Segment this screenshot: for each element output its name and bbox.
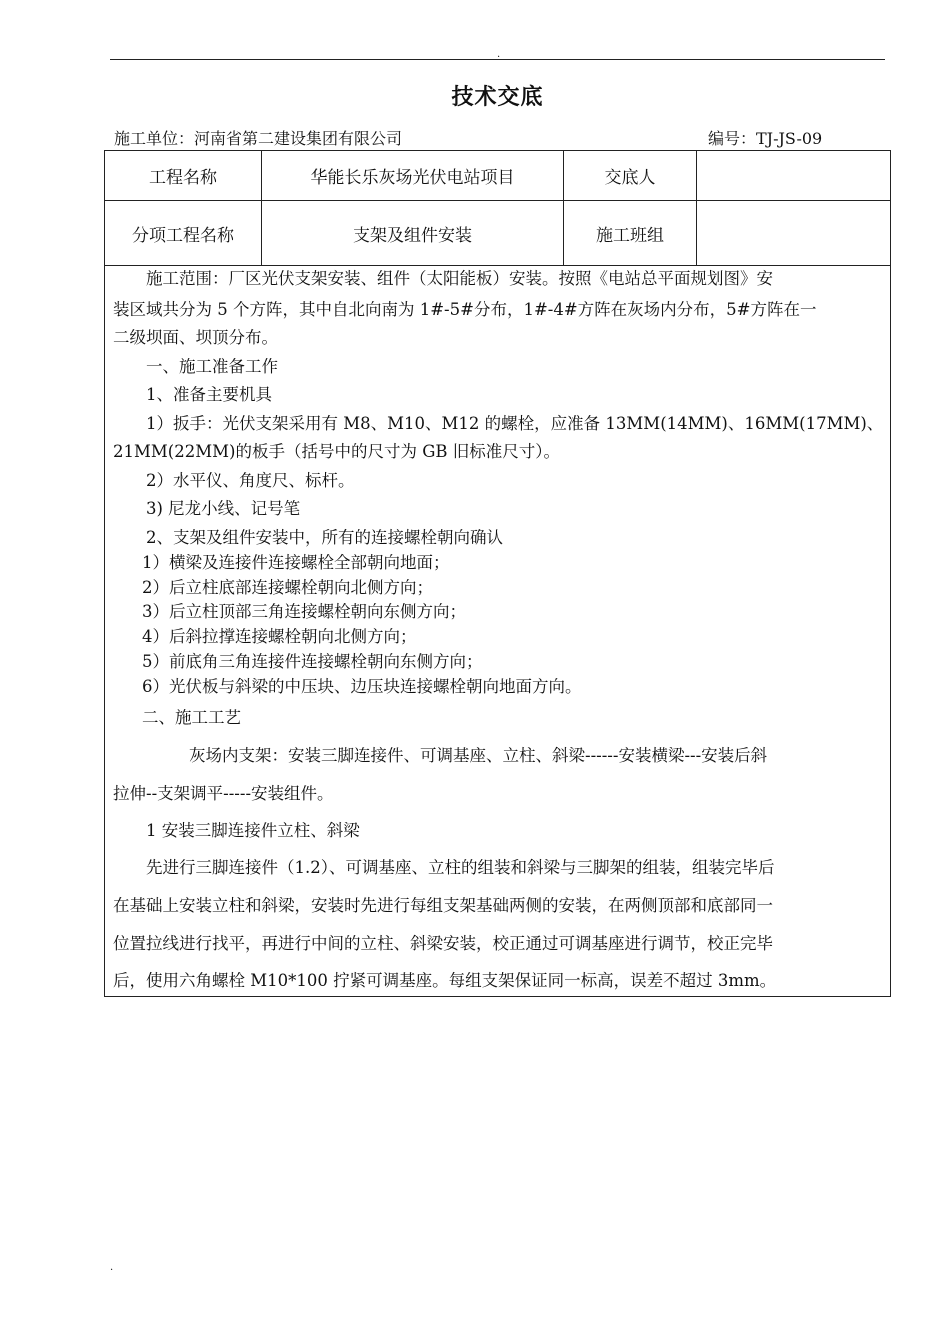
body-line: 装区域共分为 5 个方阵，其中自北向南为 1#-5#分布，1#-4#方阵在灰场内分布，5#方阵在一 [113,300,817,319]
body-line: 灰场内支架：安装三脚连接件、可调基座、立柱、斜梁------安装横梁---安装后斜 [189,746,768,765]
body-line: 一、施工准备工作 [146,357,278,376]
work-team-label: 施工班组 [564,201,697,265]
body-line: 4）后斜拉撑连接螺栓朝向北侧方向； [142,627,417,646]
project-name-label: 工程名称 [105,151,262,200]
body-line: 3) 尼龙小线、记号笔 [146,499,301,518]
header-rule [110,59,885,60]
body-line: 二级坝面、坝顶分布。 [113,328,278,347]
body-line: 二、施工工艺 [142,708,241,727]
discloser-label: 交底人 [564,151,697,200]
body-line: 位置拉线进行找平，再进行中间的立柱、斜梁安装，校正通过可调基座进行调节，校正完毕 [113,934,773,953]
table-row [105,201,890,266]
body-line: 2、支架及组件安装中，所有的连接螺栓朝向确认 [146,528,503,547]
body-line: 后，使用六角螺栓 M10*100 拧紧可调基座。每组支架保证同一标高，误差不超过 3mm。 [113,971,777,990]
body-line: 在基础上安装立柱和斜梁，安装时先进行每组支架基础两侧的安装，在两侧顶部和底部同一 [113,896,773,915]
body-line: 1）横梁及连接件连接螺栓全部朝向地面； [142,553,450,572]
sub-project-label: 分项工程名称 [105,201,262,265]
document-number: 编号：TJ-JS-09 [708,129,823,148]
body-line: 2）后立柱底部连接螺栓朝向北侧方向； [142,578,433,597]
construction-unit: 施工单位：河南省第二建设集团有限公司 [114,129,403,148]
body-line: 2）水平仪、角度尺、标杆。 [146,471,355,490]
body-line: 先进行三脚连接件（1.2）、可调基座、立柱的组装和斜梁与三脚架的组装，组装完毕后 [146,858,775,877]
project-name-value: 华能长乐灰场光伏电站项目 [262,151,564,200]
body-line: 施工范围：厂区光伏支架安装、组件（太阳能板）安装。按照《电站总平面规划图》安 [146,269,773,288]
work-team-value [697,201,890,265]
body-line: 5）前底角三角连接件连接螺栓朝向东侧方向； [142,652,483,671]
body-line: 6）光伏板与斜梁的中压块、边压块连接螺栓朝向地面方向。 [142,677,582,696]
discloser-value [697,151,890,200]
body-line: 1 安装三脚连接件立柱、斜梁 [146,821,360,840]
footer-dot: . [110,1262,114,1273]
header-dot: . [497,49,501,60]
body-line: 1、准备主要机具 [146,385,272,404]
document-title: 技术交底 [451,85,544,110]
body-line: 21MM(22MM)的板手（括号中的尺寸为 GB 旧标准尺寸）。 [113,442,560,461]
body-line: 拉伸--支架调平-----安装组件。 [113,784,334,803]
body-line: 3）后立柱顶部三角连接螺栓朝向东侧方向； [142,602,466,621]
table-row [105,151,890,201]
sub-project-value: 支架及组件安装 [262,201,564,265]
body-line: 1）扳手：光伏支架采用有 M8、M10、M12 的螺栓，应准备 13MM(14MM)、16MM(17MM)、 [146,414,884,433]
